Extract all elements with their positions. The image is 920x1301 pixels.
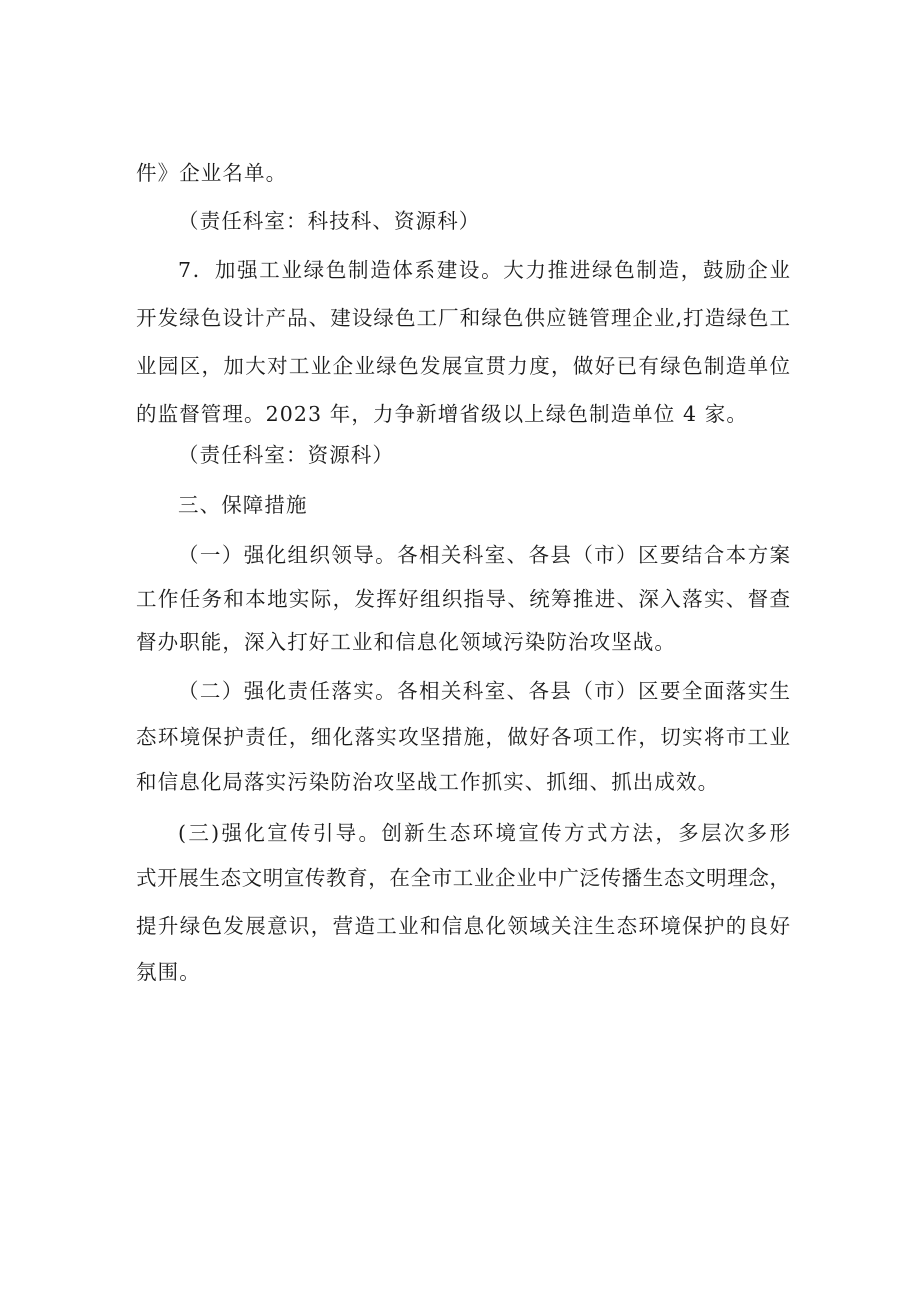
- text-line: 式开展生态文明宣传教育，在全市工业企业中广泛传播生态文明理念，: [136, 866, 790, 890]
- text-line: (三)强化宣传引导。创新生态环境宣传方式方法，多层次多形: [178, 821, 790, 845]
- text-line: 件》企业名单。: [136, 161, 288, 185]
- text-line: 的监督管理。2023 年，力争新增省级以上绿色制造单位 4 家。: [136, 402, 748, 426]
- text-line: （责任科室：资源科）: [178, 443, 394, 467]
- text-line: 态环境保护责任，细化落实攻坚措施，做好各项工作，切实将市工业: [136, 725, 790, 749]
- text-line: 工作任务和本地实际，发挥好组织指导、统筹推进、深入落实、督查: [136, 587, 790, 611]
- section-heading: 三、保障措施: [178, 493, 308, 517]
- text-line: （一）强化组织领导。各相关科室、各县（市）区要结合本方案: [178, 543, 790, 567]
- text-line: 督办职能，深入打好工业和信息化领域污染防治攻坚战。: [136, 630, 676, 654]
- text-line: 业园区，加大对工业企业绿色发展宣贯力度，做好已有绿色制造单位: [136, 354, 790, 378]
- text-line: 和信息化局落实污染防治攻坚战工作抓实、抓细、抓出成效。: [136, 770, 720, 794]
- text-line: 开发绿色设计产品、建设绿色工厂和绿色供应链管理企业,打造绿色工: [136, 306, 790, 330]
- text-line: 提升绿色发展意识，营造工业和信息化领域关注生态环境保护的良好: [136, 914, 790, 938]
- text-line: （责任科室：科技科、资源科）: [178, 209, 481, 233]
- text-line: 7．加强工业绿色制造体系建设。大力推进绿色制造，鼓励企业: [178, 258, 790, 282]
- text-line: （二）强化责任落实。各相关科室、各县（市）区要全面落实生: [178, 679, 790, 703]
- text-line: 氛围。: [136, 960, 201, 984]
